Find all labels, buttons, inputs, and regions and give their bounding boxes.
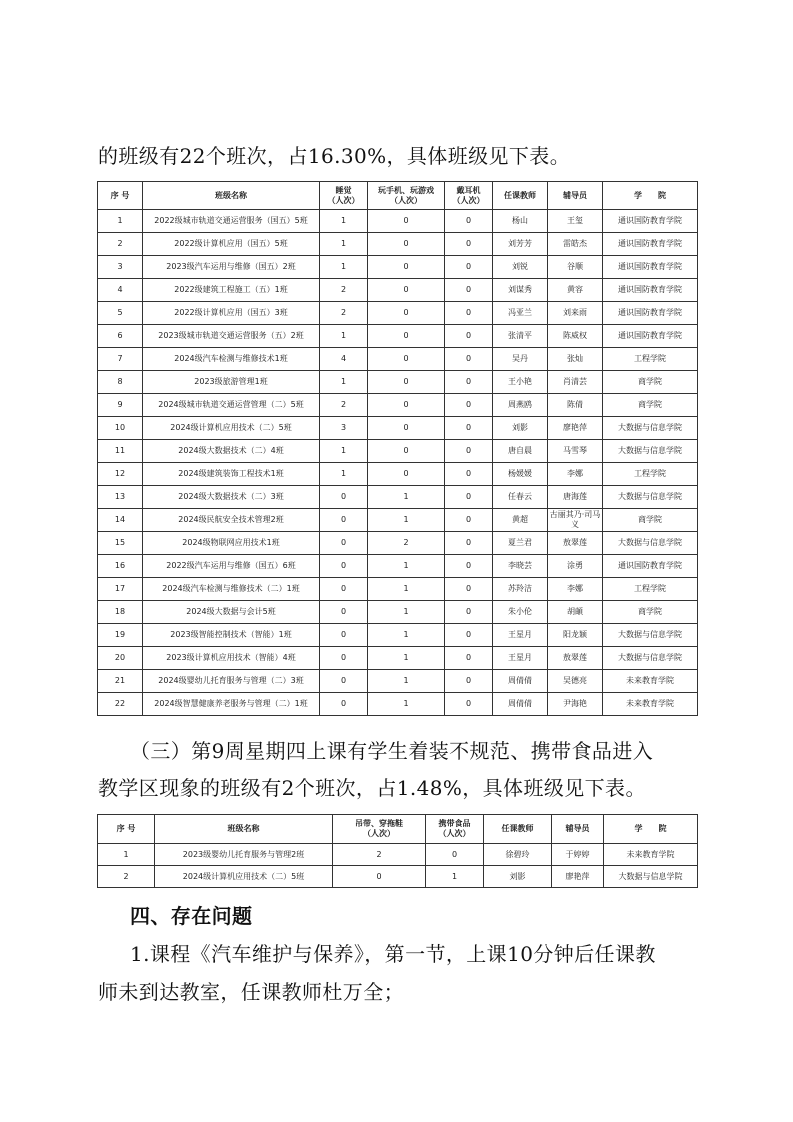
cell-class: 2022级计算机应用（国五）3班 (143, 302, 320, 325)
cell-class: 2024级城市轨道交通运营管理（二）5班 (143, 394, 320, 417)
cell-earphone: 0 (445, 256, 493, 279)
table-row (98, 394, 698, 417)
header-slippers-label: 吊带、穿拖鞋 (355, 819, 403, 828)
cell-slippers: 0 (333, 866, 426, 888)
header-slippers (333, 815, 426, 844)
cell-phone: 0 (368, 256, 445, 279)
cell-phone: 0 (368, 325, 445, 348)
cell-no: 5 (98, 302, 143, 325)
cell-class: 2024级大数据与会计5班 (143, 601, 320, 624)
table-row (98, 325, 698, 348)
cell-sleep: 1 (320, 210, 368, 233)
cell-counselor: 陈倩 (548, 394, 603, 417)
intro-paragraph-line: 的班级有22个班次，占16.30%，具体班级见下表。 (98, 144, 571, 168)
header-teacher: 任课教师 (493, 182, 548, 210)
cell-no: 14 (98, 509, 143, 532)
table-row (98, 647, 698, 670)
table-row (98, 210, 698, 233)
cell-sleep: 2 (320, 302, 368, 325)
cell-teacher: 王小艳 (493, 371, 548, 394)
cell-no: 16 (98, 555, 143, 578)
header-class-name: 班级名称 (155, 815, 333, 844)
cell-sleep: 0 (320, 486, 368, 509)
cell-earphone: 0 (445, 601, 493, 624)
cell-counselor: 谷顺 (548, 256, 603, 279)
cell-college: 大数据与信息学院 (603, 440, 698, 463)
cell-earphone: 0 (445, 233, 493, 256)
cell-phone: 1 (368, 555, 445, 578)
cell-teacher: 刘锐 (493, 256, 548, 279)
cell-no: 18 (98, 601, 143, 624)
cell-no: 11 (98, 440, 143, 463)
cell-earphone: 0 (445, 693, 493, 716)
cell-teacher: 杨山 (493, 210, 548, 233)
classroom-behavior-table (97, 181, 698, 716)
cell-phone: 1 (368, 578, 445, 601)
table-row (98, 509, 698, 532)
cell-class: 2024级大数据技术（二）3班 (143, 486, 320, 509)
table-row (98, 578, 698, 601)
cell-earphone: 0 (445, 647, 493, 670)
cell-counselor: 唐海莲 (548, 486, 603, 509)
cell-no: 7 (98, 348, 143, 371)
header-earphone-unit: （人次） (452, 195, 485, 205)
cell-earphone: 0 (445, 509, 493, 532)
cell-class: 2024级智慧健康养老服务与管理（二）1班 (143, 693, 320, 716)
cell-class: 2024级建筑装饰工程技术1班 (143, 463, 320, 486)
cell-phone: 0 (368, 279, 445, 302)
table-row (98, 866, 698, 888)
cell-sleep: 1 (320, 256, 368, 279)
cell-earphone: 0 (445, 279, 493, 302)
header-phone-label: 玩手机、玩游戏 (378, 185, 434, 195)
header-no: 序 号 (98, 815, 155, 844)
header-college: 学 院 (603, 182, 698, 210)
header-class-name: 班级名称 (143, 182, 320, 210)
table-row (98, 417, 698, 440)
table-row (98, 555, 698, 578)
cell-teacher: 任春云 (493, 486, 548, 509)
cell-no: 20 (98, 647, 143, 670)
cell-earphone: 0 (445, 486, 493, 509)
cell-no: 4 (98, 279, 143, 302)
cell-teacher: 周倩倩 (493, 670, 548, 693)
cell-sleep: 0 (320, 624, 368, 647)
header-sleep-unit: （人次） (327, 195, 360, 205)
cell-no: 2 (98, 866, 155, 888)
cell-college: 商学院 (603, 509, 698, 532)
header-college: 学 院 (604, 815, 698, 844)
cell-college: 通识国防教育学院 (603, 256, 698, 279)
cell-teacher: 黄超 (493, 509, 548, 532)
cell-college: 大数据与信息学院 (604, 866, 698, 888)
table-row (98, 486, 698, 509)
cell-sleep: 0 (320, 509, 368, 532)
cell-counselor: 敖翠莲 (548, 647, 603, 670)
issue1-paragraph-line2: 师未到达教室，任课教师杜万全； (98, 980, 404, 1004)
cell-no: 1 (98, 210, 143, 233)
cell-college: 商学院 (603, 394, 698, 417)
cell-earphone: 0 (445, 670, 493, 693)
cell-phone: 0 (368, 417, 445, 440)
cell-sleep: 2 (320, 279, 368, 302)
cell-counselor: 敖翠莲 (548, 532, 603, 555)
table-row (98, 624, 698, 647)
cell-phone: 1 (368, 509, 445, 532)
cell-teacher: 刘谋秀 (493, 279, 548, 302)
cell-earphone: 0 (445, 555, 493, 578)
table-header-row (98, 815, 698, 844)
cell-counselor: 张灿 (548, 348, 603, 371)
cell-college: 大数据与信息学院 (603, 647, 698, 670)
cell-college: 工程学院 (603, 463, 698, 486)
cell-phone: 1 (368, 693, 445, 716)
cell-no: 1 (98, 844, 155, 866)
cell-counselor: 雷皓杰 (548, 233, 603, 256)
header-counselor: 辅导员 (548, 182, 603, 210)
cell-no: 22 (98, 693, 143, 716)
cell-counselor: 王玺 (548, 210, 603, 233)
table-header-row (98, 182, 698, 210)
cell-earphone: 0 (445, 463, 493, 486)
cell-earphone: 0 (445, 210, 493, 233)
cell-teacher: 王星月 (493, 647, 548, 670)
issue1-paragraph-line1: 1.课程《汽车维护与保养》，第一节，上课10分钟后任课教 (130, 942, 656, 966)
cell-counselor: 肖清芸 (548, 371, 603, 394)
cell-sleep: 1 (320, 325, 368, 348)
cell-class: 2022级建筑工程施工（五）1班 (143, 279, 320, 302)
section3-paragraph-line2: 教学区现象的班级有2个班次，占1.48%，具体班级见下表。 (98, 776, 646, 800)
cell-sleep: 1 (320, 371, 368, 394)
cell-college: 通识国防教育学院 (603, 233, 698, 256)
cell-class: 2024级婴幼儿托育服务与管理（二）3班 (143, 670, 320, 693)
cell-earphone: 0 (445, 394, 493, 417)
header-food-label: 携带食品 (438, 819, 471, 828)
cell-no: 15 (98, 532, 143, 555)
cell-earphone: 0 (445, 371, 493, 394)
table-row (98, 371, 698, 394)
cell-earphone: 0 (445, 325, 493, 348)
table-row (98, 463, 698, 486)
cell-college: 通识国防教育学院 (603, 325, 698, 348)
dress-food-table (97, 814, 698, 888)
table-body (98, 844, 698, 888)
cell-class: 2024级汽车检测与维修技术1班 (143, 348, 320, 371)
cell-counselor: 吴德亮 (548, 670, 603, 693)
cell-class: 2022级汽车运用与维修（国五）6班 (143, 555, 320, 578)
cell-no: 21 (98, 670, 143, 693)
cell-sleep: 2 (320, 394, 368, 417)
cell-teacher: 张清平 (493, 325, 548, 348)
table-row (98, 532, 698, 555)
cell-food: 1 (426, 866, 484, 888)
cell-no: 17 (98, 578, 143, 601)
cell-sleep: 1 (320, 463, 368, 486)
cell-class: 2024级大数据技术（二）4班 (143, 440, 320, 463)
cell-phone: 1 (368, 601, 445, 624)
table-row (98, 302, 698, 325)
cell-college: 商学院 (603, 601, 698, 624)
cell-counselor: 于婷婷 (552, 844, 604, 866)
cell-teacher: 李晓芸 (493, 555, 548, 578)
header-counselor: 辅导员 (552, 815, 604, 844)
table-row (98, 693, 698, 716)
table-row (98, 256, 698, 279)
cell-no: 12 (98, 463, 143, 486)
cell-slippers: 2 (333, 844, 426, 866)
cell-college: 未来教育学院 (603, 693, 698, 716)
cell-teacher: 周燕鸥 (493, 394, 548, 417)
cell-class: 2024级汽车检测与维修技术（二）1班 (143, 578, 320, 601)
cell-sleep: 0 (320, 670, 368, 693)
cell-phone: 2 (368, 532, 445, 555)
header-teacher: 任课教师 (484, 815, 552, 844)
cell-class: 2023级计算机应用技术（智能）4班 (143, 647, 320, 670)
cell-class: 2024级民航安全技术管理2班 (143, 509, 320, 532)
cell-college: 通识国防教育学院 (603, 210, 698, 233)
cell-college: 工程学院 (603, 348, 698, 371)
header-food-unit: （人次） (438, 829, 471, 838)
cell-no: 6 (98, 325, 143, 348)
cell-teacher: 唐自晨 (493, 440, 548, 463)
cell-sleep: 0 (320, 578, 368, 601)
cell-college: 大数据与信息学院 (603, 486, 698, 509)
cell-sleep: 0 (320, 555, 368, 578)
cell-phone: 0 (368, 371, 445, 394)
cell-sleep: 0 (320, 647, 368, 670)
cell-teacher: 周倩倩 (493, 693, 548, 716)
table-body (98, 210, 698, 716)
cell-sleep: 0 (320, 693, 368, 716)
cell-counselor: 廖艳萍 (552, 866, 604, 888)
cell-no: 10 (98, 417, 143, 440)
section3-paragraph-line1: （三）第9周星期四上课有学生着装不规范、携带食品进入 (130, 739, 654, 763)
cell-earphone: 0 (445, 302, 493, 325)
cell-college: 通识国防教育学院 (603, 555, 698, 578)
table-row (98, 233, 698, 256)
cell-phone: 0 (368, 302, 445, 325)
table-row (98, 844, 698, 866)
cell-teacher: 朱小伦 (493, 601, 548, 624)
cell-college: 通识国防教育学院 (603, 279, 698, 302)
cell-earphone: 0 (445, 417, 493, 440)
cell-college: 大数据与信息学院 (603, 624, 698, 647)
cell-phone: 1 (368, 624, 445, 647)
cell-class: 2023级旅游管理1班 (143, 371, 320, 394)
header-earphone-label: 戴耳机 (456, 185, 481, 195)
cell-phone: 1 (368, 670, 445, 693)
cell-counselor: 刘来雨 (548, 302, 603, 325)
cell-sleep: 4 (320, 348, 368, 371)
cell-college: 未来教育学院 (603, 670, 698, 693)
section4-heading: 四、存在问题 (130, 904, 253, 928)
cell-teacher: 苏羚洁 (493, 578, 548, 601)
cell-phone: 0 (368, 210, 445, 233)
cell-class: 2024级计算机应用技术（二）5班 (143, 417, 320, 440)
cell-earphone: 0 (445, 624, 493, 647)
cell-earphone: 0 (445, 348, 493, 371)
cell-phone: 1 (368, 647, 445, 670)
cell-phone: 0 (368, 440, 445, 463)
cell-sleep: 1 (320, 440, 368, 463)
table-row (98, 440, 698, 463)
cell-no: 3 (98, 256, 143, 279)
cell-no: 13 (98, 486, 143, 509)
header-earphone (445, 182, 493, 210)
cell-counselor: 黄容 (548, 279, 603, 302)
cell-sleep: 0 (320, 532, 368, 555)
cell-counselor: 古丽其乃·司马义 (548, 509, 603, 532)
cell-sleep: 1 (320, 233, 368, 256)
header-no: 序 号 (98, 182, 143, 210)
cell-college: 未来教育学院 (604, 844, 698, 866)
cell-college: 通识国防教育学院 (603, 302, 698, 325)
cell-teacher: 刘影 (493, 417, 548, 440)
cell-no: 2 (98, 233, 143, 256)
cell-class: 2022级计算机应用（国五）5班 (143, 233, 320, 256)
cell-food: 0 (426, 844, 484, 866)
cell-no: 19 (98, 624, 143, 647)
cell-teacher: 吴丹 (493, 348, 548, 371)
cell-college: 商学院 (603, 371, 698, 394)
table-row (98, 348, 698, 371)
cell-no: 8 (98, 371, 143, 394)
cell-counselor: 胡頔 (548, 601, 603, 624)
cell-phone: 1 (368, 486, 445, 509)
cell-teacher: 徐碧玲 (484, 844, 552, 866)
cell-counselor: 廖艳萍 (548, 417, 603, 440)
cell-class: 2023级城市轨道交通运营服务（五）2班 (143, 325, 320, 348)
cell-college: 大数据与信息学院 (603, 532, 698, 555)
cell-college: 工程学院 (603, 578, 698, 601)
header-slippers-unit: （人次） (363, 829, 395, 838)
cell-class: 2022级城市轨道交通运营服务（国五）5班 (143, 210, 320, 233)
cell-sleep: 3 (320, 417, 368, 440)
table-row (98, 670, 698, 693)
cell-phone: 0 (368, 233, 445, 256)
header-sleep-label: 睡觉 (335, 185, 352, 195)
cell-no: 9 (98, 394, 143, 417)
cell-counselor: 李娜 (548, 463, 603, 486)
cell-phone: 0 (368, 394, 445, 417)
cell-teacher: 刘影 (484, 866, 552, 888)
table-row (98, 601, 698, 624)
cell-counselor: 尹海艳 (548, 693, 603, 716)
cell-class: 2023级婴幼儿托育服务与管理2班 (155, 844, 333, 866)
cell-teacher: 冯亚兰 (493, 302, 548, 325)
cell-earphone: 0 (445, 440, 493, 463)
cell-teacher: 王星月 (493, 624, 548, 647)
cell-college: 大数据与信息学院 (603, 417, 698, 440)
cell-counselor: 陈威权 (548, 325, 603, 348)
table-row (98, 279, 698, 302)
cell-counselor: 马雪琴 (548, 440, 603, 463)
cell-teacher: 夏兰君 (493, 532, 548, 555)
cell-earphone: 0 (445, 578, 493, 601)
cell-counselor: 涂勇 (548, 555, 603, 578)
cell-class: 2023级智能控制技术（智能）1班 (143, 624, 320, 647)
cell-class: 2024级计算机应用技术（二）5班 (155, 866, 333, 888)
cell-teacher: 刘芳芳 (493, 233, 548, 256)
cell-counselor: 李娜 (548, 578, 603, 601)
header-sleep (320, 182, 368, 210)
cell-sleep: 0 (320, 601, 368, 624)
cell-teacher: 杨媛媛 (493, 463, 548, 486)
header-phone (368, 182, 445, 210)
cell-class: 2023级汽车运用与维修（国五）2班 (143, 256, 320, 279)
cell-phone: 0 (368, 348, 445, 371)
cell-earphone: 0 (445, 532, 493, 555)
cell-class: 2024级物联网应用技术1班 (143, 532, 320, 555)
header-phone-unit: （人次） (390, 195, 422, 205)
cell-phone: 0 (368, 463, 445, 486)
header-food (426, 815, 484, 844)
cell-counselor: 阳龙颖 (548, 624, 603, 647)
